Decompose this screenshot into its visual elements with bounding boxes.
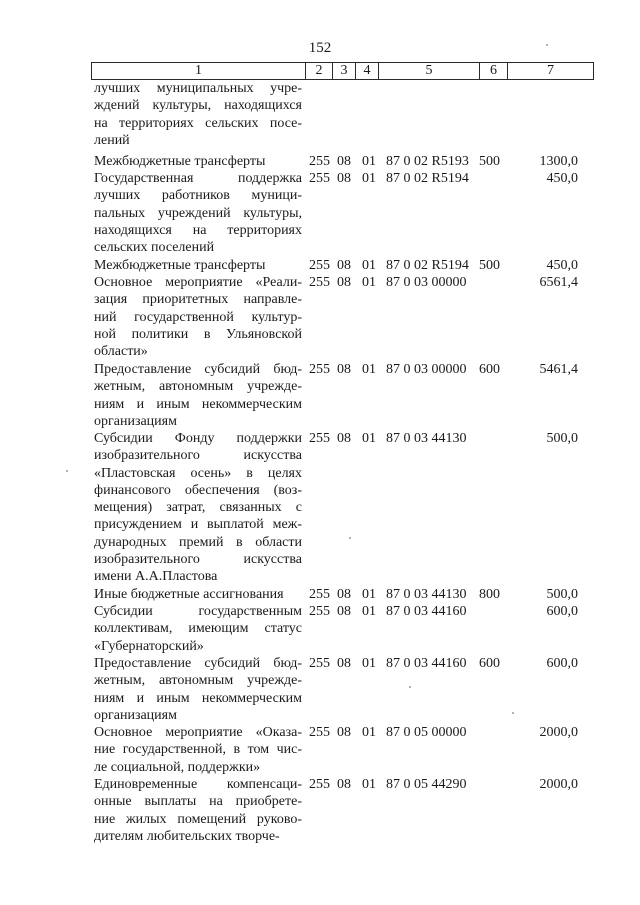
page-number: 152 [308,40,332,56]
row-description-line: лучших работников муници- [94,188,302,204]
row-description-line: области» [94,344,148,360]
row-description [94,586,302,603]
amount-value: 600,0 [546,656,578,671]
row-description-line: ние государственной, в том чис- [94,742,302,758]
ministry-code: 255 [309,171,330,186]
row-description-line: ниям и иным некоммерческим [94,690,302,706]
section-code: 08 [337,777,351,792]
ministry-code: 255 [309,362,330,377]
column-header-table [91,62,594,80]
scan-speck [66,470,68,472]
target-article-code: 87 0 02 R5194 [386,258,469,273]
subsection-code: 01 [362,362,376,377]
column-header-5: 5 [379,63,480,80]
expense-type-code: 600 [479,656,500,671]
ministry-code: 255 [309,587,330,602]
row-description-line: ной политики в Ульяновской [94,326,302,342]
ministry-code: 255 [309,604,330,619]
row-description-line: Субсидии государственным [94,604,302,619]
row-description-line: «Губернаторский» [94,638,204,654]
section-code: 08 [337,656,351,671]
target-article-code: 87 0 05 44290 [386,777,467,792]
column-header-row [92,63,594,80]
row-description-line: лений [94,132,130,148]
row-description-line: Предоставление субсидий бюд- [94,656,302,671]
subsection-code: 01 [362,431,376,446]
section-code: 08 [337,362,351,377]
amount-value: 1300,0 [539,154,578,169]
amount-value: 450,0 [546,171,578,186]
column-header-4: 4 [356,63,379,80]
row-description-line: Единовременные компенсаци- [94,777,302,792]
row-description-line: онные выплаты на приобрете- [94,794,302,810]
subsection-code: 01 [362,275,376,290]
subsection-code: 01 [362,725,376,740]
row-description [94,724,302,776]
row-description-line: организациям [94,413,177,429]
row-description [94,153,302,170]
section-code: 08 [337,604,351,619]
ministry-code: 255 [309,154,330,169]
column-header-7: 7 [508,63,594,80]
amount-value: 2000,0 [539,725,578,740]
row-description-line: изобразительного искусства [94,552,302,568]
row-description [94,361,302,430]
subsection-code: 01 [362,258,376,273]
ministry-code: 255 [309,656,330,671]
row-description-line: присуждением и выплатой меж- [94,517,302,533]
row-description-line: находящихся на территориях [94,222,302,238]
row-description-line: Иные бюджетные ассигнования [94,587,284,602]
row-description-line: Предоставление субсидий бюд- [94,362,302,377]
row-description-line: зация приоритетных направле- [94,292,302,308]
ministry-code: 255 [309,431,330,446]
subsection-code: 01 [362,656,376,671]
column-header-6: 6 [480,63,508,80]
subsection-code: 01 [362,777,376,792]
expense-type-code: 500 [479,154,500,169]
row-description-line: изобразительного искусства [94,448,302,464]
row-description-line: жетным, автономным учрежде- [94,379,302,395]
row-description-line: лучших муниципальных учре- [94,81,302,96]
subsection-code: 01 [362,171,376,186]
row-description [94,655,302,724]
column-header-3: 3 [333,63,356,80]
row-description-line: пальных учреждений культуры, [94,205,302,221]
row-description-line: Основное мероприятие «Реали- [94,275,302,290]
section-code: 08 [337,154,351,169]
row-description-line: ле социальной, поддержки» [94,759,261,775]
row-description-line: дународных премий в области [94,534,302,550]
row-description [94,776,302,845]
row-description-line: мещения) затрат, связанных с [94,500,302,516]
row-description [94,603,302,655]
amount-value: 2000,0 [539,777,578,792]
section-code: 08 [337,275,351,290]
row-description-line: организациям [94,707,177,723]
target-article-code: 87 0 02 R5193 [386,154,469,169]
section-code: 08 [337,587,351,602]
ministry-code: 255 [309,777,330,792]
scan-speck [349,537,351,539]
expense-type-code: 500 [479,258,500,273]
subsection-code: 01 [362,154,376,169]
row-description-line: коллективам, имеющим статус [94,621,302,637]
column-header-1: 1 [92,63,306,80]
row-description-line: Субсидии Фонду поддержки [94,431,302,446]
row-description [94,170,302,256]
subsection-code: 01 [362,587,376,602]
ministry-code: 255 [309,725,330,740]
row-description-line: сельских поселений [94,240,215,256]
target-article-code: 87 0 03 44160 [386,656,467,671]
row-description-line: ждений культуры, находящихся [94,98,302,114]
amount-value: 5461,4 [539,362,578,377]
target-article-code: 87 0 03 44160 [386,604,467,619]
scan-speck [546,44,548,46]
amount-value: 450,0 [546,258,578,273]
row-description [94,274,302,360]
row-description-line: Межбюджетные трансферты [94,154,266,169]
amount-value: 500,0 [546,587,578,602]
target-article-code: 87 0 03 00000 [386,275,467,290]
row-description-line: дителям любительских творче- [94,828,280,844]
expense-type-code: 800 [479,587,500,602]
amount-value: 6561,4 [539,275,578,290]
scan-speck [409,686,411,688]
amount-value: 600,0 [546,604,578,619]
row-description-line: на территориях сельских посе- [94,115,302,131]
target-article-code: 87 0 03 44130 [386,431,467,446]
row-description-line: ние жилых помещений руково- [94,811,302,827]
row-description-line: Основное мероприятие «Оказа- [94,725,302,740]
row-description-line: ниям и иным некоммерческим [94,396,302,412]
ministry-code: 255 [309,258,330,273]
ministry-code: 255 [309,275,330,290]
row-description-line: «Пластовская осень» в целях [94,465,302,481]
row-description [94,80,302,149]
section-code: 08 [337,725,351,740]
target-article-code: 87 0 02 R5194 [386,171,469,186]
section-code: 08 [337,258,351,273]
section-code: 08 [337,431,351,446]
target-article-code: 87 0 05 00000 [386,725,467,740]
expense-type-code: 600 [479,362,500,377]
subsection-code: 01 [362,604,376,619]
target-article-code: 87 0 03 44130 [386,587,467,602]
amount-value: 500,0 [546,431,578,446]
scan-speck [512,712,514,714]
row-description-line: Государственная поддержка [94,171,302,186]
row-description [94,430,302,586]
row-description-line: Межбюджетные трансферты [94,258,266,273]
row-description-line: ний государственной культур- [94,309,302,325]
row-description-line: имени А.А.Пластова [94,569,218,585]
row-description [94,257,302,274]
column-header-2: 2 [306,63,333,80]
target-article-code: 87 0 03 00000 [386,362,467,377]
row-description-line: финансового обеспечения (воз- [94,482,302,498]
section-code: 08 [337,171,351,186]
row-description-line: жетным, автономным учрежде- [94,673,302,689]
